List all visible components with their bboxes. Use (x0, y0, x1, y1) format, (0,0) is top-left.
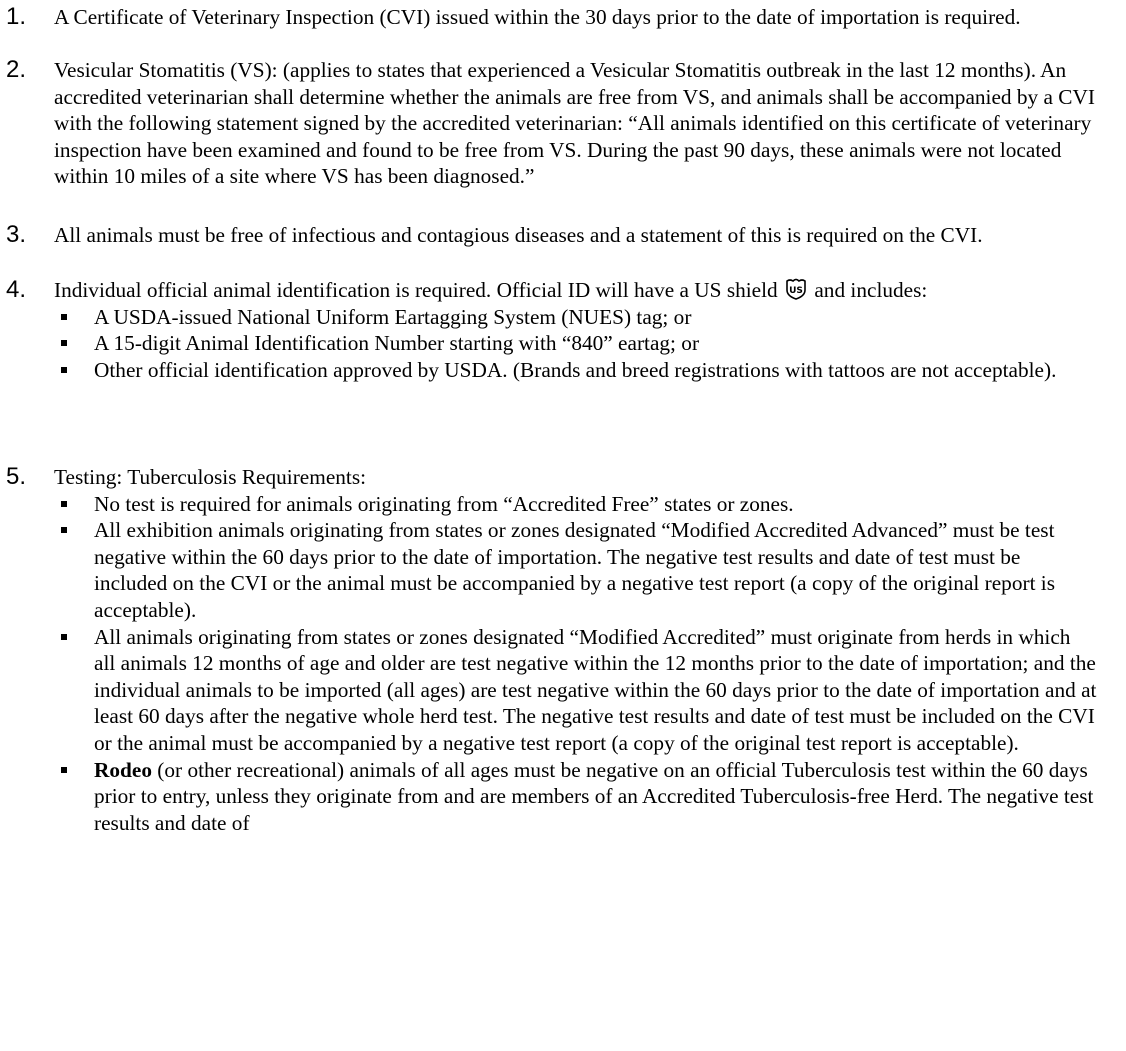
item-text: Testing: Tuberculosis Requirements: (54, 465, 367, 489)
item-text-before-icon: Individual official animal identification is required. Official ID will have a US shield (54, 278, 778, 302)
item-text: A Certificate of Veterinary Inspection (CVI) issued within the 30 days prior to the date of importation is required. (54, 5, 1021, 29)
bullet-marker (61, 340, 67, 346)
item-number: 4. (6, 276, 27, 303)
bullet-item: A 15-digit Animal Identification Number starting with “840” eartag; or (54, 330, 1097, 357)
item-number: 3. (6, 221, 27, 248)
list-item (0, 4, 1097, 31)
bullet-item: All exhibition animals originating from states or zones designated “Modified Accredited Advanced” must be test negative within the 60 days prior to the date of importation. The negative test results and date of test must be included on the CVI or the animal must be accompanied by a negative test report (a copy of the original report is acceptable). (54, 517, 1097, 623)
item-text: All animals must be free of infectious and contagious diseases and a statement of this is required on the CVI. (54, 223, 983, 247)
bullet-marker (61, 527, 67, 533)
item-number: 1. (6, 3, 27, 30)
item-text-after-icon: and includes: (814, 278, 928, 302)
bullet-marker (61, 501, 67, 507)
bullet-item: A USDA-issued National Uniform Eartagging System (NUES) tag; or (54, 304, 1097, 331)
rodeo-bold: Rodeo (94, 757, 152, 782)
bullet-marker (61, 367, 67, 373)
list-item (0, 57, 1097, 190)
bullet-item (54, 757, 1097, 837)
us-shield-label: US (789, 286, 803, 296)
bullet-marker (61, 767, 67, 773)
item-text: Vesicular Stomatitis (VS): (applies to states that experienced a Vesicular Stomatitis outbreak in the last 12 months). An accredited veterinarian shall determine whether the animals are free from VS, and animals shall be accompanied by a CVI with the following statement signed by the accredited veterinarian: “All animals identified on this certificate of veterinary inspection have been examined and found to be free from VS. During the past 90 days, these animals were not located within 10 miles of a site where VS has been diagnosed.” (54, 58, 1095, 189)
item-text (54, 277, 1097, 304)
bullet-marker (61, 314, 67, 320)
bullet-list (54, 491, 1097, 837)
bullet-marker (61, 634, 67, 640)
rodeo-text: (or other recreational) animals of all ages must be negative on an official Tuberculosis test within the 60 days prior to entry, unless they originate from and are members of an Accredited Tuberculosis-free Herd. The negative test results and date of (94, 757, 1094, 835)
bullet-item: Other official identification approved by USDA. (Brands and breed registrations with tattoos are not acceptable). (54, 357, 1097, 384)
list-item (0, 222, 1097, 249)
list-item (0, 464, 1097, 836)
bullet-item: No test is required for animals originating from “Accredited Free” states or zones. (54, 491, 1097, 518)
bullet-item: All animals originating from states or zones designated “Modified Accredited” must originate from herds in which all animals 12 months of age and older are test negative within the 12 months prior to the date of importation; and the individual animals to be imported (all ages) are test negative within the 60 days prior to the date of importation and at least 60 days after the negative whole herd test. The negative test results and date of test must be included on the CVI or the animal must be accompanied by a negative test report (a copy of the original test report is acceptable). (54, 624, 1097, 757)
us-shield-icon (785, 278, 807, 300)
item-number: 2. (6, 56, 27, 83)
bullet-list (54, 304, 1097, 384)
list-item (0, 277, 1097, 383)
item-number: 5. (6, 463, 27, 490)
